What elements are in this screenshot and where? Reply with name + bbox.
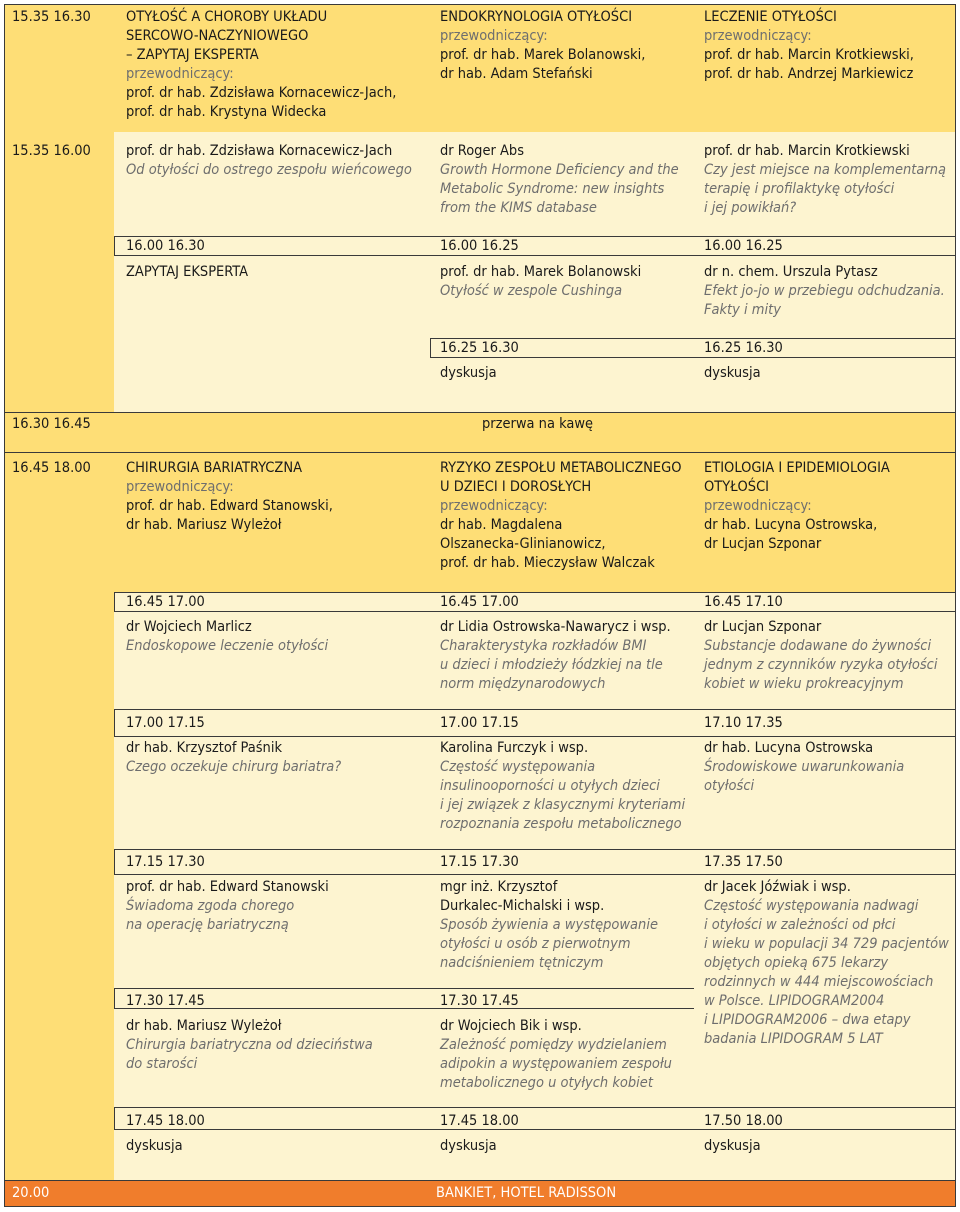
slot-time: 17.45 18.00	[440, 1113, 519, 1129]
discussion: dyskusja	[440, 1138, 497, 1154]
chair: dr hab. Mariusz Wyleżoł	[126, 517, 282, 533]
talk-title-line: otyłości u osób z pierwotnym	[440, 936, 631, 952]
line	[430, 338, 431, 357]
talk-title	[704, 637, 937, 694]
block2-col1-title	[126, 459, 302, 478]
slot-time: 16.25 16.30	[440, 340, 519, 356]
talk-title-line: do starości	[126, 1056, 198, 1072]
talk4-speaker: prof. dr hab. Marek Bolanowski	[440, 264, 642, 280]
block1-col2-chairs	[440, 46, 645, 84]
talk1-title	[126, 161, 412, 180]
line	[4, 412, 956, 413]
block2-time: 16.45 18.00	[12, 460, 91, 476]
talk-title-line: Sposób żywienia a występowanie	[440, 917, 658, 933]
chair: prof. dr hab. Edward Stanowski,	[126, 498, 333, 514]
chair-label: przewodniczący:	[126, 479, 234, 495]
line	[114, 988, 694, 989]
line	[114, 736, 956, 737]
slot-time: 16.45 17.10	[704, 594, 783, 610]
talk2-speaker: dr Roger Abs	[440, 143, 524, 159]
slot-time: 16.45 17.00	[440, 594, 519, 610]
discussion: dyskusja	[126, 1138, 183, 1154]
talk-title	[126, 637, 328, 656]
talk-title-line: Otyłość w zespole Cushinga	[440, 283, 623, 299]
chair: prof. dr hab. Marek Bolanowski,	[440, 47, 646, 63]
talk-title-line: Czego oczekuje chirurg bariatra?	[126, 759, 342, 775]
slot-time: 17.15 17.30	[126, 854, 205, 870]
talk-speaker: dr hab. Lucyna Ostrowska	[704, 740, 874, 756]
block1-col1-chairs	[126, 84, 396, 122]
line	[114, 874, 956, 875]
block2-col2-title	[440, 459, 682, 497]
title-line: OTYŁOŚĆ A CHOROBY UKŁADU	[126, 9, 328, 25]
line	[4, 1180, 956, 1181]
talk4-title	[440, 282, 622, 301]
chair: prof. dr hab. Mieczysław Walczak	[440, 555, 655, 571]
slot-time: 16.00 16.30	[126, 238, 205, 254]
ask-expert: ZAPYTAJ EKSPERTA	[126, 264, 249, 280]
slot-time: 16.45 17.00	[126, 594, 205, 610]
talk-title-line: Od otyłości do ostrego zespołu wieńcowego	[126, 162, 412, 178]
title-line: ETIOLOGIA I EPIDEMIOLOGIA	[704, 460, 890, 476]
block2-col3-chairs	[704, 516, 877, 554]
slot-time: 16.25 16.30	[704, 340, 783, 356]
chair: dr hab. Adam Stefański	[440, 66, 593, 82]
slot-time: 16.00 16.25	[704, 238, 783, 254]
talk-title-line: na operację bariatryczną	[126, 917, 289, 933]
talk-title-line: Chirurgia bariatryczna od dzieciństwa	[126, 1037, 373, 1053]
talk-title-line: rozpoznania zespołu metabolicznego	[440, 816, 682, 832]
talk-title	[440, 758, 685, 834]
title-line: RYZYKO ZESPOŁU METABOLICZNEGO	[440, 460, 682, 476]
slot-time: 17.00 17.15	[440, 715, 519, 731]
talk-title-line: badania LIPIDOGRAM 5 LAT	[704, 1031, 883, 1047]
talk-title	[126, 897, 294, 935]
talks-time: 15.35 16.00	[12, 143, 91, 159]
talk-title	[704, 897, 949, 1049]
title-line: – ZAPYTAJ EKSPERTA	[126, 47, 259, 63]
talk-title-line: rodzinnych w 444 miejscowościach	[704, 974, 934, 990]
slot-time: 17.00 17.15	[126, 715, 205, 731]
talk-speaker: dr hab. Krzysztof Paśnik	[126, 740, 283, 756]
talk-title-line: Endoskopowe leczenie otyłości	[126, 638, 329, 654]
talk-speaker	[440, 878, 604, 916]
chair: dr hab. Magdalena	[440, 517, 563, 533]
talk-title-line: Środowiskowe uwarunkowania	[704, 759, 905, 775]
slot-time: 17.30 17.45	[126, 993, 205, 1009]
block1-col2-title: ENDOKRYNOLOGIA OTYŁOŚCI	[440, 9, 633, 25]
line	[114, 849, 956, 850]
block1-col3-title: LECZENIE OTYŁOŚCI	[704, 9, 837, 25]
block1-time: 15.35 16.30	[12, 9, 91, 25]
banquet-time: 20.00	[12, 1185, 50, 1201]
chair: prof. dr hab. Zdzisława Kornacewicz-Jach,	[126, 85, 397, 101]
talk-title-line: Charakterystyka rozkładów BMI	[440, 638, 647, 654]
talk1-speaker: prof. dr hab. Zdzisława Kornacewicz-Jach	[126, 143, 393, 159]
talk-title-line: i wieku w populacji 34 729 pacjentów	[704, 936, 949, 952]
talk3-speaker: prof. dr hab. Marcin Krotkiewski	[704, 143, 910, 159]
talk-title-line: i LIPIDOGRAM2006 – dwa etapy	[704, 1012, 911, 1028]
slot-time: 17.30 17.45	[440, 993, 519, 1009]
break-label: przerwa na kawę	[482, 416, 594, 432]
chair-label: przewodniczący:	[440, 28, 548, 44]
line	[114, 849, 115, 874]
banquet-label: BANKIET, HOTEL RADISSON	[436, 1185, 617, 1201]
discussion: dyskusja	[704, 365, 761, 381]
talk-title-line: i jej związek z klasycznymi kryteriami	[440, 797, 686, 813]
break-time: 16.30 16.45	[12, 416, 91, 432]
speaker-line: Durkalec-Michalski i wsp.	[440, 898, 605, 914]
talk-speaker: Karolina Furczyk i wsp.	[440, 740, 589, 756]
talk-title-line: otyłości	[704, 778, 755, 794]
talk-title-line: w Polsce. LIPIDOGRAM2004	[704, 993, 885, 1009]
talk-speaker: prof. dr hab. Edward Stanowski	[126, 879, 329, 895]
talk-title	[440, 1036, 672, 1093]
chair-label: przewodniczący:	[440, 498, 548, 514]
talk-title	[440, 916, 658, 973]
line	[114, 236, 956, 237]
talk-title-line: insulinooporności u otyłych dzieci	[440, 778, 660, 794]
talk-title-line: kobiet w wieku prokreacyjnym	[704, 676, 904, 692]
line	[114, 709, 956, 710]
talk-title-line: Metabolic Syndrome: new insights	[440, 181, 665, 197]
talk-speaker: dr Lidia Ostrowska-Nawarycz i wsp.	[440, 619, 671, 635]
line	[114, 1107, 956, 1108]
speaker-line: mgr inż. Krzysztof	[440, 879, 558, 895]
talk-title-line: Fakty i mity	[704, 302, 781, 318]
line	[114, 988, 115, 1008]
talk-title-line: i jej powikłań?	[704, 200, 797, 216]
chair: dr hab. Lucyna Ostrowska,	[704, 517, 878, 533]
block1-col3-chairs	[704, 46, 914, 84]
line	[4, 452, 956, 453]
talk-title	[126, 758, 341, 777]
slot-time: 17.45 18.00	[126, 1113, 205, 1129]
talk-title-line: nadciśnieniem tętniczym	[440, 955, 604, 971]
slot-time: 16.00 16.25	[440, 238, 519, 254]
slot-time: 17.35 17.50	[704, 854, 783, 870]
block1-col1-title	[126, 8, 327, 65]
talk-speaker: dr hab. Mariusz Wyleżoł	[126, 1018, 282, 1034]
talk-title-line: Efekt jo-jo w przebiegu odchudzania.	[704, 283, 945, 299]
title-line: SERCOWO-NACZYNIOWEGO	[126, 28, 309, 44]
talk-title-line: Substancje dodawane do żywności	[704, 638, 932, 654]
chair: dr Lucjan Szponar	[704, 536, 822, 552]
chair: prof. dr hab. Krystyna Widecka	[126, 104, 327, 120]
talk-title-line: jednym z czynników ryzyka otyłości	[704, 657, 938, 673]
discussion: dyskusja	[704, 1138, 761, 1154]
talk-title-line: Częstość występowania	[440, 759, 596, 775]
talk-speaker: dr Jacek Jóźwiak i wsp.	[704, 879, 851, 895]
talk-speaker: dr Wojciech Bik i wsp.	[440, 1018, 582, 1034]
talk-title-line: Świadoma zgoda chorego	[126, 898, 295, 914]
slot-time: 17.10 17.35	[704, 715, 783, 731]
talk2-title	[440, 161, 679, 218]
line	[114, 611, 956, 612]
talk-title-line: i otyłości w zależności od płci	[704, 917, 896, 933]
talk5-title	[704, 282, 945, 320]
talk-title	[704, 758, 904, 796]
chair: Olszanecka-Glinianowicz,	[440, 536, 606, 552]
slot-time: 17.50 18.00	[704, 1113, 783, 1129]
discussion: dyskusja	[440, 365, 497, 381]
talk-title-line: terapię i profilaktykę otyłości	[704, 181, 895, 197]
block2-col1-chairs	[126, 497, 333, 535]
talk-title-line: Czy jest miejsce na komplementarną	[704, 162, 946, 178]
block2-col2-chairs	[440, 516, 655, 573]
talk-title-line: from the KIMS database	[440, 200, 597, 216]
talk-speaker: dr Wojciech Marlicz	[126, 619, 252, 635]
talk-title-line: u dzieci i młodzieży łódzkiej na tle	[440, 657, 663, 673]
line	[114, 255, 956, 256]
line	[114, 709, 115, 736]
talk-title	[126, 1036, 373, 1074]
block2-col3-title	[704, 459, 890, 497]
talk-title-line: Growth Hormone Deficiency and the	[440, 162, 679, 178]
line	[114, 1129, 956, 1130]
talk5-speaker: dr n. chem. Urszula Pytasz	[704, 264, 878, 280]
chair-label: przewodniczący:	[126, 66, 234, 82]
talk-title-line: metabolicznego u otyłych kobiet	[440, 1075, 653, 1091]
title-line: U DZIECI I DOROSŁYCH	[440, 479, 592, 495]
talk-title-line: norm międzynarodowych	[440, 676, 606, 692]
chair: prof. dr hab. Andrzej Markiewicz	[704, 66, 914, 82]
line	[114, 1107, 115, 1129]
line	[114, 592, 115, 611]
talk3-title	[704, 161, 946, 218]
talk-title-line: Zależność pomiędzy wydzielaniem	[440, 1037, 667, 1053]
talk-title-line: objętych opieką 675 lekarzy	[704, 955, 889, 971]
title-line: CHIRURGIA BARIATRYCZNA	[126, 460, 303, 476]
title-line: OTYŁOŚCI	[704, 479, 770, 495]
line	[114, 236, 115, 255]
talk-title-line: adipokin a występowaniem zespołu	[440, 1056, 672, 1072]
talk-title-line: Częstość występowania nadwagi	[704, 898, 919, 914]
slot-time: 17.15 17.30	[440, 854, 519, 870]
chair-label: przewodniczący:	[704, 28, 812, 44]
talk-speaker: dr Lucjan Szponar	[704, 619, 822, 635]
chair: prof. dr hab. Marcin Krotkiewski,	[704, 47, 914, 63]
line	[114, 592, 956, 593]
chair-label: przewodniczący:	[704, 498, 812, 514]
talk-title	[440, 637, 663, 694]
